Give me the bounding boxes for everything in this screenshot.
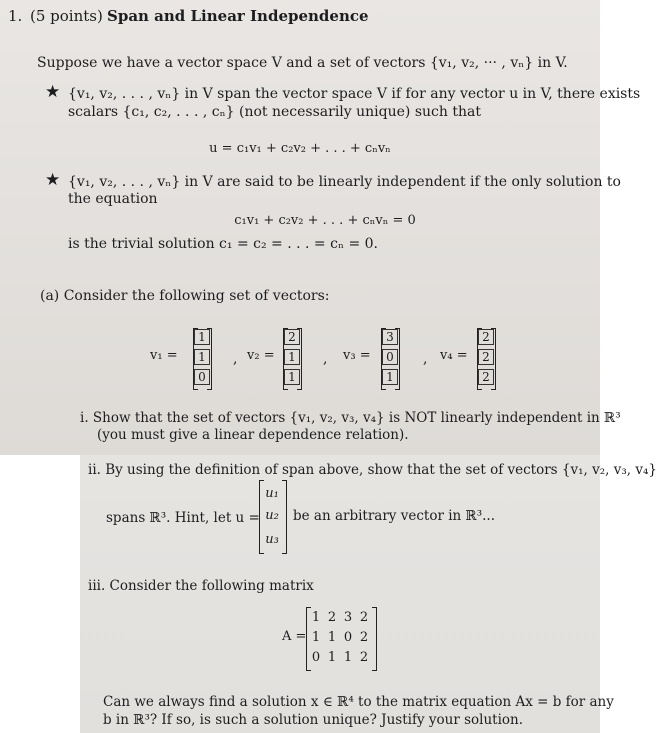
matrix-label: A =	[282, 629, 307, 644]
vector-label: v₁ =	[150, 348, 178, 363]
bracket-right	[297, 328, 302, 390]
u-entry: u₁	[265, 486, 279, 501]
question-i-line2: (you must give a linear dependence relation).	[97, 427, 409, 443]
question-iii-final-line2: b in ℝ³? If so, is such a solution unique? Justify your solution.	[103, 712, 523, 728]
vector-entry: 2	[478, 349, 494, 365]
u-entry: u₃	[265, 532, 279, 547]
star-bullet-icon: ★	[45, 170, 61, 190]
star-bullet-icon: ★	[45, 82, 61, 102]
problem-title: Span and Linear Independence	[107, 7, 369, 25]
matrix-cell: 3	[343, 610, 353, 625]
question-ii-line1: ii. By using the definition of span above, show that the set of vectors {v₁, v₂, v₃, v₄}	[88, 462, 657, 478]
vector-entry: 2	[478, 369, 494, 385]
question-ii-line2a: spans ℝ³. Hint, let u =	[106, 510, 260, 526]
matrix-cell: 1	[311, 630, 321, 645]
vector-entry: 1	[284, 369, 300, 385]
matrix-cell: 2	[359, 630, 369, 645]
vector-entry: 2	[284, 329, 300, 345]
matrix-cell: 1	[311, 610, 321, 625]
comma: ,	[423, 351, 428, 367]
bracket-right	[282, 480, 287, 554]
problem-number: 1.	[8, 7, 23, 25]
part-a-text: (a) Consider the following set of vectors:	[40, 288, 330, 304]
vector-entry: 1	[194, 349, 210, 365]
vector-label: v₄ =	[440, 348, 468, 363]
matrix-cell: 0	[343, 630, 353, 645]
span-definition-line2: scalars {c₁, c₂, . . . , cₙ} (not necessarily unique) such that	[68, 104, 481, 120]
u-entry: u₂	[265, 508, 279, 523]
intro-text: Suppose we have a vector space V and a set of vectors {v₁, v₂, ··· , vₙ} in V.	[37, 55, 568, 71]
vector-entry: 0	[194, 369, 210, 385]
bracket-right	[207, 328, 212, 390]
li-definition-line1: {v₁, v₂, . . . , vₙ} in V are said to be linearly independent if the only solution to	[68, 174, 621, 190]
matrix-cell: 1	[343, 650, 353, 665]
vector-entry: 3	[382, 329, 398, 345]
vector-entry: 1	[284, 349, 300, 365]
vector-entry: 1	[194, 329, 210, 345]
comma: ,	[323, 351, 328, 367]
li-definition-line2: the equation	[68, 191, 158, 207]
li-equation: c₁v₁ + c₂v₂ + . . . + cₙvₙ = 0	[234, 213, 416, 228]
question-iii-final-line1: Can we always find a solution x ∈ ℝ⁴ to the matrix equation Ax = b for any	[103, 694, 614, 710]
bracket-right	[395, 328, 400, 390]
li-definition-line3: is the trivial solution c₁ = c₂ = . . . = cₙ = 0.	[68, 236, 378, 252]
matrix-cell: 1	[327, 630, 337, 645]
problem-points: (5 points)	[30, 7, 103, 25]
span-definition-line1: {v₁, v₂, . . . , vₙ} in V span the vector space V if for any vector u in V, there exists	[68, 86, 641, 102]
vector-label: v₃ =	[343, 348, 371, 363]
matrix-cell: 0	[311, 650, 321, 665]
question-i-line1: i. Show that the set of vectors {v₁, v₂, v₃, v₄} is NOT linearly independent in ℝ³	[80, 410, 621, 426]
question-ii-line2b: be an arbitrary vector in ℝ³...	[293, 508, 495, 524]
vector-label: v₂ =	[247, 348, 275, 363]
span-equation: u = c₁v₁ + c₂v₂ + . . . + cₙvₙ	[209, 141, 391, 156]
matrix-cell: 2	[327, 610, 337, 625]
bracket-right	[372, 607, 377, 671]
vector-entry: 2	[478, 329, 494, 345]
matrix-cell: 2	[359, 650, 369, 665]
vector-entry: 1	[382, 369, 398, 385]
comma: ,	[233, 351, 238, 367]
bracket-right	[491, 328, 496, 390]
matrix-cell: 2	[359, 610, 369, 625]
question-iii-text: iii. Consider the following matrix	[88, 578, 314, 594]
matrix-cell: 1	[327, 650, 337, 665]
vector-entry: 0	[382, 349, 398, 365]
